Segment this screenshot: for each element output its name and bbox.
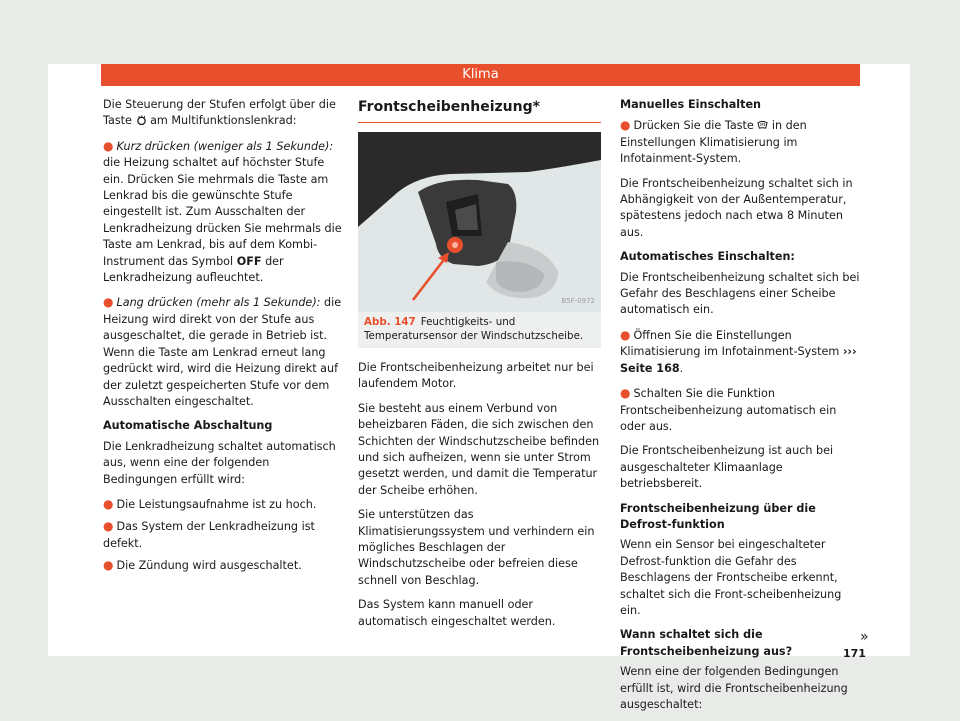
bullet-icon: ●	[620, 386, 631, 401]
bullet-icon: ●	[103, 138, 114, 153]
continue-mark: »	[860, 629, 869, 645]
auto-bullet-2: ● Schalten Sie die Funktion Frontscheibenheizung automatisch ein oder aus.	[620, 386, 837, 433]
auto-bullet-1: ● Öffnen Sie die Einstellungen Klimatisierung im Infotainment-System ››› Seite 168.	[620, 327, 857, 375]
paragraph: Sie besteht aus einem Verbund von beheizbaren Fäden, die sich zwischen den Schichten der Windschutzscheibe befinden und sich aufheizen, wenn sie unter Strom gesetzt werden, und damit die Temperatur der Scheibe erhöhen.	[358, 401, 600, 497]
auto-heading: Automatisches Einschalten:	[620, 250, 795, 264]
manual-text: Die Frontscheibenheizung schaltet sich in Abhängigkeit von der Außentemperatur, spätestens jedoch nach etwa 8 Minuten aus.	[620, 176, 853, 239]
windshield-sensor-illustration	[358, 132, 601, 312]
page-reference-link[interactable]: ››› Seite 168	[620, 345, 857, 375]
manual-heading: Manuelles Einschalten	[620, 98, 761, 111]
when-off-text: Wenn eine der folgenden Bedingungen erfüllt ist, wird die Frontscheibenheizung ausgeschaltet:	[620, 665, 848, 711]
when-off-heading: Wann schaltet sich die Frontscheibenheizung aus?	[620, 628, 793, 658]
steering-heat-icon	[136, 115, 147, 125]
figure-code: B5F-0972	[561, 296, 595, 305]
caption-label: Abb. 147	[364, 316, 416, 328]
auto-text: Die Frontscheibenheizung schaltet sich bei Gefahr des Beschlagens einer Scheibe automatisch ein.	[620, 270, 860, 317]
column-2	[358, 97, 601, 638]
bullet-icon: ●	[620, 118, 631, 133]
bullet-icon: ●	[103, 558, 114, 573]
long-press-item: ● Lang drücken (mehr als 1 Sekunde): die Heizung wird direkt von der Stufe aus ausgeschaltet, die gerade in Betrieb ist. Wenn die Taste am Lenkrad erneut lang gedrückt wird, wird die Heizung direkt auf der zuletzt gespeicherten Stufe vor dem Ausschalten eingeschaltet.	[103, 295, 342, 408]
condition-item: ● Die Leistungsaufnahme ist zu hoch.	[103, 496, 317, 511]
chapter-header: Klima	[101, 64, 860, 86]
sensor-figure	[358, 132, 601, 312]
intro-paragraph: Die Steuerung der Stufen erfolgt über die Taste am Multifunktionslenkrad:	[103, 98, 336, 128]
auto-off-text: Die Lenkradheizung schaltet automatisch aus, wenn eine der folgenden Bedingungen erfüllt wird:	[103, 439, 336, 486]
paragraph: Das System kann manuell oder automatisch eingeschaltet werden.	[358, 598, 556, 628]
off-symbol: OFF	[236, 254, 262, 268]
column-1	[103, 97, 343, 580]
short-press-item: ● Kurz drücken (weniger als 1 Sekunde): die Heizung schaltet auf höchster Stufe ein. Drücken Sie mehrmals die Taste am Lenkrad bis die gewünschte Stufe eingestellt ist. Zum Ausschalten der Lenkradheizung drücken Sie mehrmals die Taste am Lenkrad, bis auf dem Kombi-Instrument das Symbol OFF der Lenkradheizung aufleuchtet.	[103, 138, 342, 285]
manual-bullet: ● Drücken Sie die Taste in den Einstellungen Klimatisierung im Infotainment-System.	[620, 118, 807, 166]
bullet-icon: ●	[620, 327, 631, 342]
windshield-heat-icon	[757, 120, 768, 130]
paragraph: Sie unterstützen das Klimatisierungssystem und verhindern ein mögliches Beschlagen der Windschutzscheibe oder befreien diese schnell von Beschlag.	[358, 508, 595, 587]
section-title: Frontscheibenheizung*	[358, 97, 601, 123]
defrost-text: Wenn ein Sensor bei eingeschalteter Defrost-funktion die Gefahr des Beschlagens der Frontscheibe erkennt, schaltet sich die Front-scheibenheizung ein.	[620, 538, 842, 617]
auto-text-2: Die Frontscheibenheizung ist auch bei ausgeschalteter Klimaanlage betriebsbereit.	[620, 444, 834, 491]
paragraph: Die Frontscheibenheizung arbeitet nur bei laufendem Motor.	[358, 361, 594, 391]
condition-item: ● Die Zündung wird ausgeschaltet.	[103, 558, 302, 573]
condition-item: ● Das System der Lenkradheizung ist defekt.	[103, 519, 315, 550]
bullet-icon: ●	[103, 519, 114, 534]
column-3	[620, 97, 860, 721]
defrost-heading: Frontscheibenheizung über die Defrost-funktion	[620, 501, 816, 531]
page-number: 171	[843, 647, 866, 660]
bullet-icon: ●	[103, 496, 114, 511]
auto-off-heading: Automatische Abschaltung	[103, 419, 273, 433]
figure-caption: Abb. 147 Feuchtigkeits- und Temperatursensor der Windschutzscheibe.	[358, 312, 601, 348]
bullet-icon: ●	[103, 295, 114, 310]
